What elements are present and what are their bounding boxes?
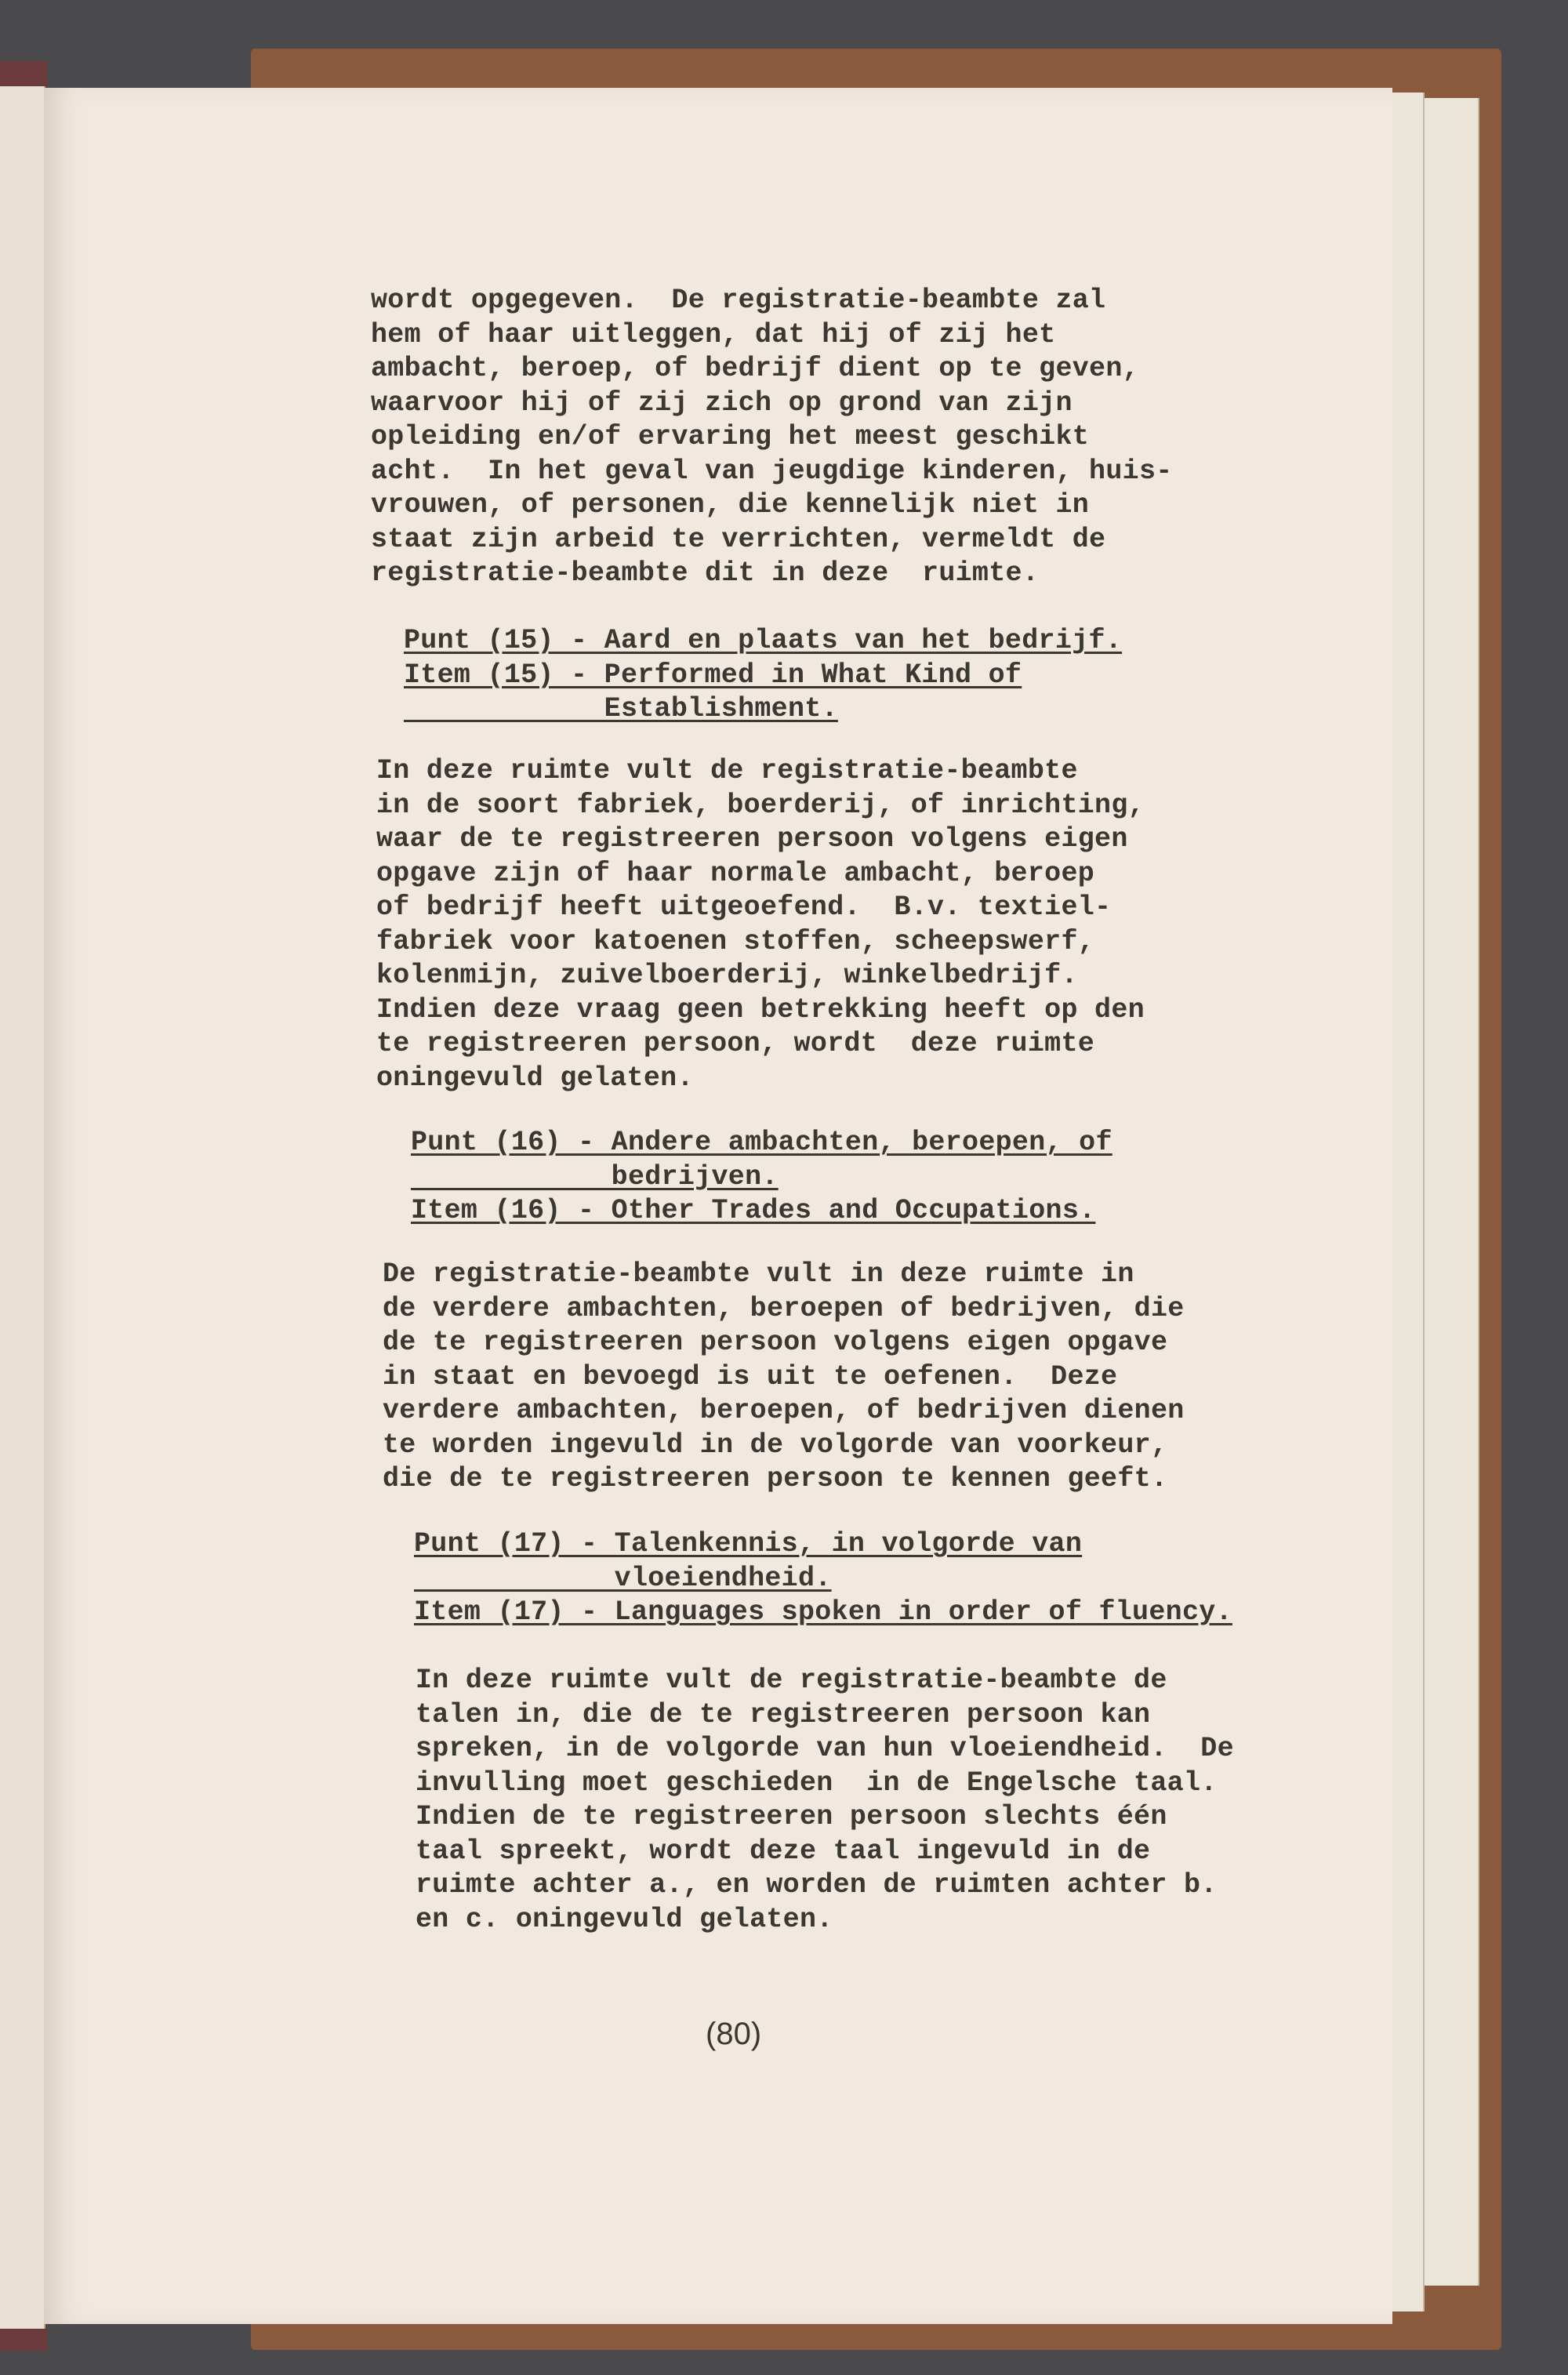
heading-item-16 <box>411 1126 1112 1229</box>
text-line: en c. oningevuld gelaten. <box>416 1903 833 1935</box>
text-line: talen in, die de te registreeren persoon kan <box>416 1698 1151 1730</box>
text-line: waarvoor hij of zij zich op grond van zijn <box>371 387 1073 419</box>
text-line: te worden ingevuld in de volgorde van voorkeur, <box>383 1429 1168 1461</box>
heading-line: Establishment. <box>404 693 838 724</box>
page-stack-edge <box>1392 93 1425 2311</box>
text-line: die de te registreeren persoon te kennen geeft. <box>383 1463 1168 1494</box>
heading-line: Item (17) - Languages spoken in order of fluency. <box>414 1596 1232 1628</box>
text-line: de verdere ambachten, beroepen of bedrijven, die <box>383 1292 1185 1324</box>
heading-line: Item (16) - Other Trades and Occupations. <box>411 1195 1096 1226</box>
text-line: registratie-beambte dit in deze ruimte. <box>371 557 1040 589</box>
text-line: kolenmijn, zuivelboerderij, winkelbedrijf. <box>376 960 1078 991</box>
text-line: fabriek voor katoenen stoffen, scheepswerf, <box>376 925 1095 957</box>
text-line: Indien de te registreeren persoon slechts één <box>416 1801 1167 1832</box>
paragraph-2 <box>376 754 1145 1095</box>
paragraph-3 <box>383 1258 1185 1497</box>
heading-line: vloeiendheid. <box>414 1562 832 1594</box>
text-line: In deze ruimte vult de registratie-beambte de <box>416 1665 1167 1696</box>
heading-line: Punt (17) - Talenkennis, in volgorde van <box>414 1528 1083 1560</box>
paragraph-1 <box>371 284 1173 591</box>
text-line: opgave zijn of haar normale ambacht, beroep <box>376 857 1095 889</box>
text-line: in staat en bevoegd is uit te oefenen. Deze <box>383 1360 1118 1393</box>
heading-item-17 <box>414 1527 1232 1630</box>
text-line: taal spreekt, wordt deze taal ingevuld in de <box>416 1835 1151 1867</box>
left-page-edge <box>0 86 45 2329</box>
text-line: waar de te registreeren persoon volgens eigen <box>376 823 1128 855</box>
heading-line: Punt (15) - Aard en plaats van het bedrijf. <box>404 625 1123 656</box>
text-line: verdere ambachten, beroepen, of bedrijven dienen <box>383 1395 1185 1426</box>
text-line: spreken, in de volgorde van hun vloeiendheid. De <box>416 1733 1234 1764</box>
text-line: of bedrijf heeft uitgeoefend. B.v. textiel- <box>376 892 1112 923</box>
heading-item-15 <box>404 624 1122 727</box>
text-line: ambacht, beroep, of bedrijf dient op te geven, <box>371 353 1139 384</box>
text-line: hem of haar uitleggen, dat hij of zij het <box>371 318 1056 350</box>
text-line: in de soort fabriek, boerderij, of inrichting, <box>376 789 1145 821</box>
text-line: de te registreeren persoon volgens eigen opgave <box>383 1327 1168 1358</box>
page-number: (80) <box>706 2017 762 2051</box>
text-line: invulling moet geschieden in de Engelsche taal. <box>416 1767 1218 1799</box>
text-line: oningevuld gelaten. <box>376 1062 694 1094</box>
text-line: staat zijn arbeid te verrichten, vermeldt de <box>371 523 1106 555</box>
text-line: acht. In het geval van jeugdige kinderen, huis- <box>371 455 1173 487</box>
text-line: Indien deze vraag geen betrekking heeft op den <box>376 993 1145 1026</box>
text-line: De registratie-beambte vult in deze ruimte in <box>383 1258 1134 1290</box>
text-line: opleiding en/of ervaring het meest geschikt <box>371 421 1090 452</box>
heading-line: Item (15) - Performed in What Kind of <box>404 659 1022 691</box>
text-line: ruimte achter a., en worden de ruimten achter b. <box>416 1869 1218 1901</box>
text-line: In deze ruimte vult de registratie-beambte <box>376 755 1078 786</box>
text-line: vrouwen, of personen, die kennelijk niet in <box>371 489 1090 521</box>
text-line: wordt opgegeven. De registratie-beambte zal <box>371 285 1106 316</box>
text-line: te registreeren persoon, wordt deze ruimte <box>376 1028 1095 1059</box>
heading-line: Punt (16) - Andere ambachten, beroepen, of <box>411 1127 1112 1158</box>
paragraph-4 <box>416 1664 1234 1937</box>
heading-line: bedrijven. <box>411 1160 779 1193</box>
